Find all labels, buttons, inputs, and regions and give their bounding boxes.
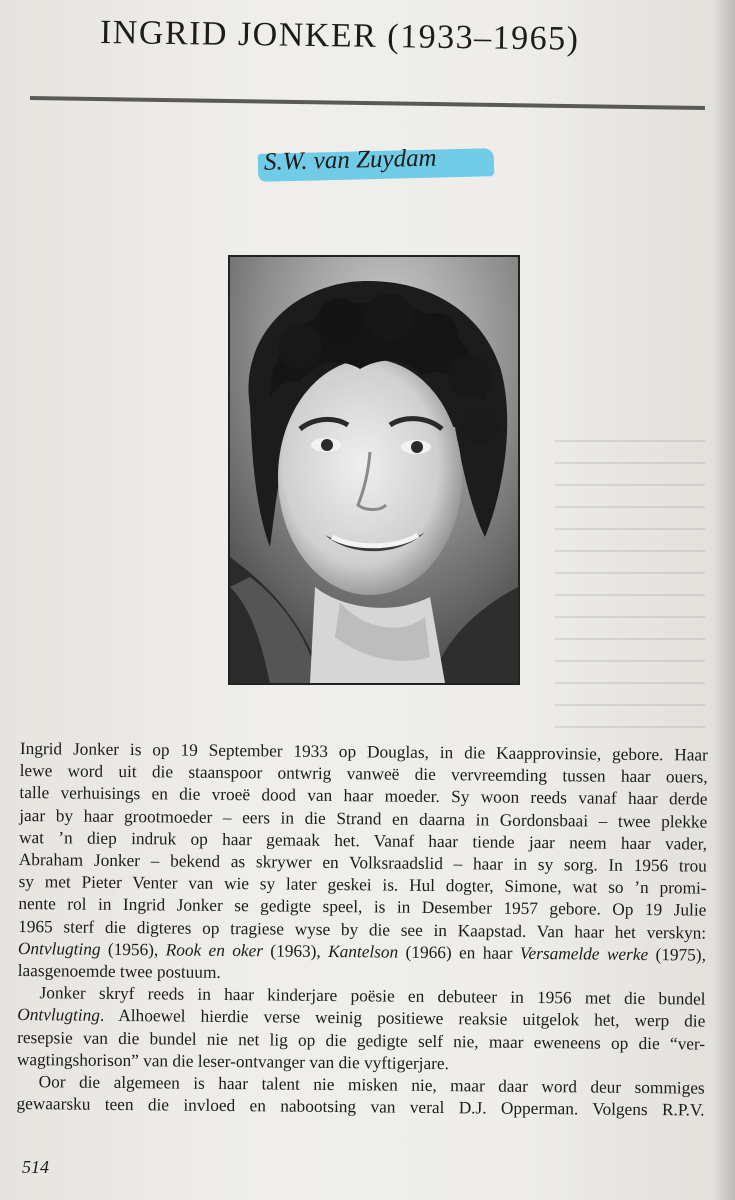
text-line: resepsie van die bundel nie net lig op die gedigte self nie, maar eweneens op die “ver- <box>17 1027 706 1054</box>
portrait-photo <box>228 255 520 685</box>
text-line: sy met Pieter Venter van wie sy later geskei is. Hul dogter, Simone, wat so ’n promi- <box>18 872 707 898</box>
text-line: Oor die algemeen is haar talent nie misken nie, maar daar word deur sommiges <box>38 1072 705 1098</box>
work-title: Kantelson <box>328 941 399 962</box>
text-line: Ingrid Jonker is op 19 September 1933 op Douglas, in die Kaapprovinsie, gebore. Haar <box>19 738 708 765</box>
work-year: (1975), <box>648 944 707 965</box>
text-line: laasgenoemde twee postuum. <box>17 961 221 982</box>
text-fragment: . Alhoewel hierdie verse weinig positiewe reaksie uitgelok het, werp die <box>99 1006 706 1032</box>
portrait-photo-icon <box>230 257 518 683</box>
page-title: INGRID JONKER (1933–1965) <box>99 14 580 58</box>
body-text <box>16 738 708 1122</box>
text-line: jaar by haar grootmoeder – eers in die Strand en daarna in Gordonsbaai – twee plekke <box>19 805 708 832</box>
work-year: (1963), <box>262 941 329 961</box>
text-line: 1965 sterf die digteres op tragiese wyse by die see in Kaapstad. Van haar het verskyn: <box>18 916 707 943</box>
page-edge-shadow <box>713 0 735 1200</box>
title-rule <box>30 96 705 110</box>
work-title: Rook en oker <box>165 940 264 961</box>
work-year: (1966) en haar <box>398 942 520 963</box>
text-line: gewaarsku teen die invloed en nabootsing van veral D.J. Opperman. Volgens R.P.V. <box>16 1094 705 1120</box>
text-line: wagtingshorison” van die leser-ontvanger van die vyftigerjare. <box>16 1049 450 1073</box>
work-title: Ontvlugting <box>17 938 101 959</box>
page-number: 514 <box>22 1157 49 1177</box>
work-title: Versamelde werke <box>519 943 649 964</box>
bleed-through-text <box>555 440 705 740</box>
text-line: Abraham Jonker – bekend as skrywer en Volksraadslid – haar in sy sorg. In 1956 trou <box>18 850 707 876</box>
work-year: (1956), <box>100 939 166 960</box>
author-block <box>258 142 495 186</box>
text-line: Jonker skryf reeds in haar kinderjare poësie en debuteer in 1956 met die bundel <box>39 983 706 1009</box>
text-line: lewe word uit die staanspoor ontwrig vanweë die vervreemding tussen haar ouers, <box>19 761 708 787</box>
text-line: wat ’n diep indruk op haar gemaak het. Vanaf haar tiende jaar neem haar vader, <box>18 827 708 854</box>
text-line: talle verhuisings en die vroeë dood van haar moeder. Sy woon reeds vanaf haar derde <box>19 783 708 810</box>
author-name: S.W. van Zuydam <box>263 144 437 176</box>
text-line: nente rol in Ingrid Jonker se gedigte speel, is in Desember 1957 gebore. Op 19 Julie <box>18 894 707 921</box>
work-title: Ontvlugting <box>17 1005 100 1026</box>
